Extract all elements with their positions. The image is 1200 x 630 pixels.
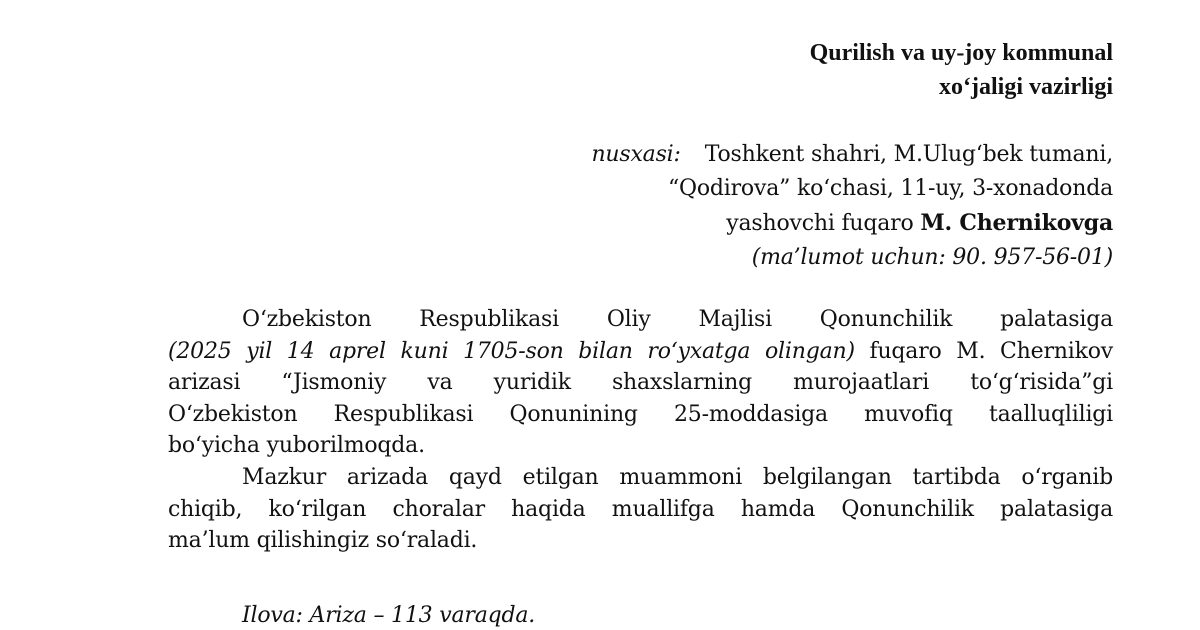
recipient-name: M. Chernikovga [920, 210, 1113, 236]
copy-address-line-1: Toshkent shahri, M.Ulug‘bek tumani, [704, 142, 1113, 167]
paragraph-1-line-4: O‘zbekiston Respublikasi Qonunining 25-moddasiga muvofiq taalluqliligi [168, 401, 1113, 427]
paragraph-1-line-5: bo‘yicha yuborilmoqda. [168, 433, 425, 458]
attachment-note: Ilova: Ariza – 113 varaqda. [242, 603, 536, 628]
paragraph-2-line-3: ma’lum qilishingiz so‘raladi. [168, 528, 478, 553]
paragraph-2-line-1: Mazkur arizada qayd etilgan muammoni belgilangan tartibda o‘rganib [242, 465, 1113, 490]
copy-line-3 [591, 206, 1113, 241]
registration-note: (2025 yil 14 aprel kuni 1705-son bilan ro‘yxatga olingan) [168, 338, 855, 364]
paragraph-2 [168, 462, 1113, 557]
paragraph-2-line-2: chiqib, ko‘rilgan choralar haqida muallifga hamda Qonunchilik palatasiga [168, 496, 1113, 522]
paragraph-1 [168, 304, 1113, 462]
addressee-line-2: xo‘jaligi vazirligi [939, 74, 1113, 100]
paragraph-1-line-3: arizasi “Jismoniy va yuridik shaxslarning murojaatlari to‘g‘risida”gi [168, 370, 1113, 395]
addressee-line-1: Qurilish va uy-joy kommunal [809, 40, 1113, 66]
copy-line-1 [591, 138, 1113, 172]
paragraph-1-line-2 [168, 336, 1113, 368]
copy-resident-prefix: yashovchi fuqaro [726, 211, 921, 236]
copy-address-line-2: “Qodirova” ko‘chasi, 11-uy, 3-xonadonda [667, 176, 1113, 201]
paragraph-1-line-2-rest: fuqaro M. Chernikov [854, 338, 1113, 364]
addressee-block [810, 36, 1113, 104]
copy-recipient-block [591, 138, 1113, 275]
paragraph-1-line-1: O‘zbekiston Respublikasi Oliy Majlisi Qonunchilik palatasiga [242, 307, 1113, 332]
contact-info: (ma’lumot uchun: 90. 957-56-01) [751, 245, 1113, 270]
copy-label: nusxasi: [591, 142, 681, 167]
